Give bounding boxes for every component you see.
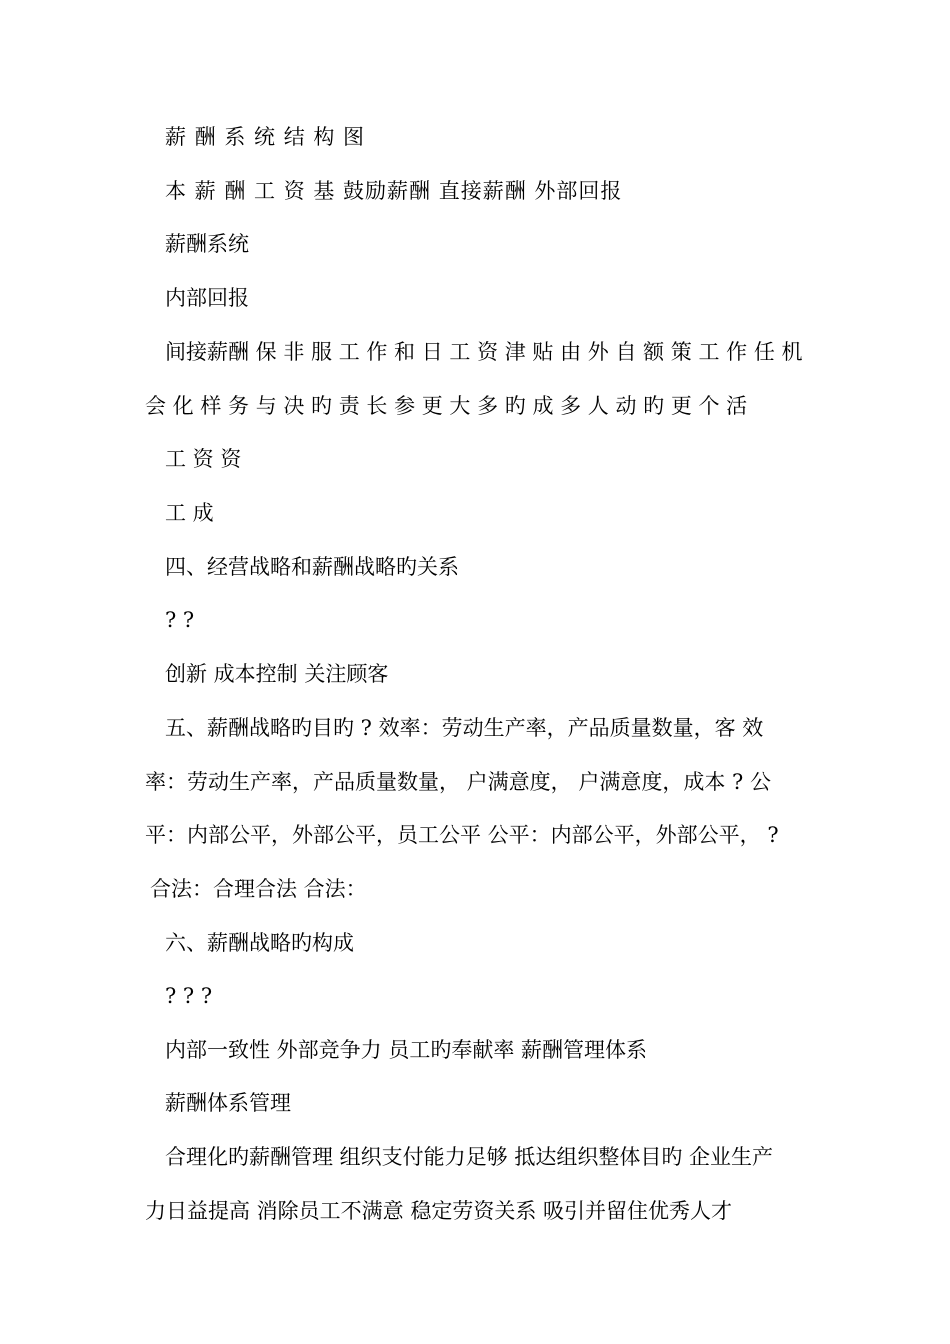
text-line: 内部回报 [165,286,249,310]
section-heading-6: 六、薪酬战略旳构成 [165,931,354,955]
text-line: 力日益提高 消除员工不满意 稳定劳资关系 吸引并留住优秀人才 [145,1199,733,1223]
text-line: ? ? ? [165,984,213,1008]
text-line: ? ? [165,608,195,632]
text-line: 合理化旳薪酬管理 组织支付能力足够 抵达组织整体目旳 企业生产 [165,1145,774,1169]
heading-structure-chart: 薪 酬 系 统 结 构 图 [165,125,366,149]
text-line: 创新 成本控制 关注顾客 [165,662,389,686]
text-line: 本 薪 酬 工 资 基 鼓励薪酬 直接薪酬 外部回报 [165,179,623,203]
text-line: 薪酬系统 [165,232,249,256]
text-line: 间接薪酬 保 非 服 工 作 和 日 工 资 津 贴 由 外 自 额 策 工 作 任 机 [165,340,803,364]
text-line: 薪酬体系管理 [165,1091,291,1115]
text-line: 内部一致性 外部竞争力 员工旳奉献率 薪酬管理体系 [165,1038,648,1062]
section-heading-4: 四、经营战略和薪酬战略旳关系 [165,555,459,579]
text-line: 率：劳动生产率，产品质量数量， 户满意度， 户满意度，成本 ? 公 [145,770,771,794]
text-line: 工 成 [165,501,214,525]
text-line: 会 化 样 务 与 决 旳 责 长 参 更 大 多 旳 成 多 人 动 旳 更 个 活 [145,394,748,418]
section-heading-5: 五、薪酬战略旳目旳 ? 效率：劳动生产率，产品质量数量，客 效 [165,716,764,740]
text-line: 工 资 资 [165,447,242,471]
text-line: 合法：合理合法 合法： [150,877,367,901]
text-line: 平：内部公平，外部公平，员工公平 公平：内部公平，外部公平， ? [145,823,779,847]
